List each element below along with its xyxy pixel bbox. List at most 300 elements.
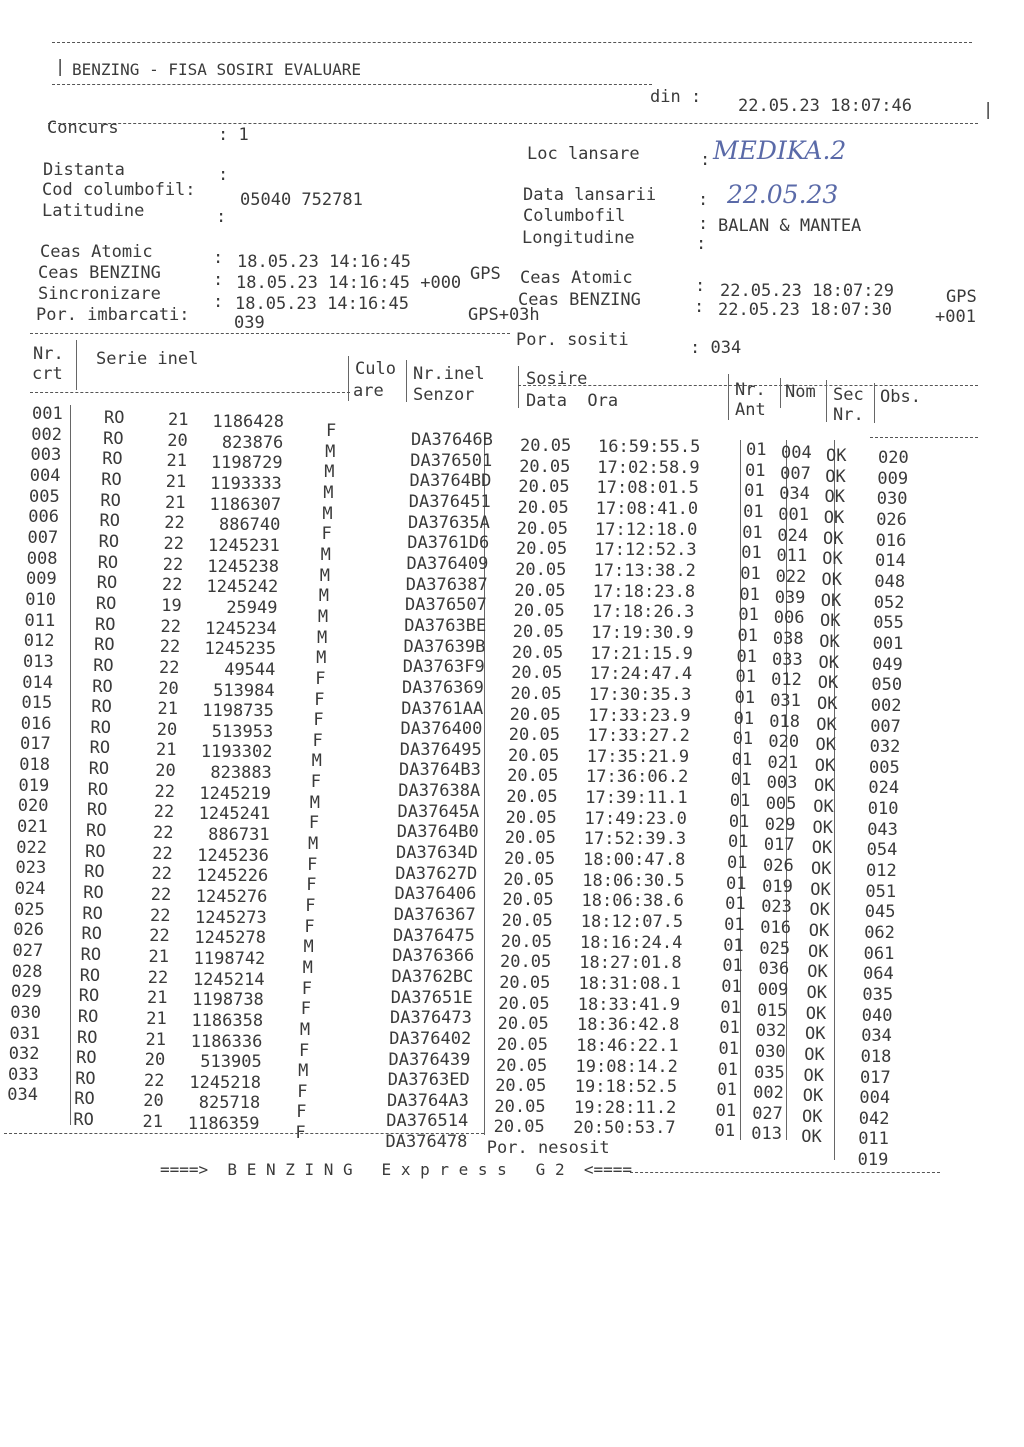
bottom-rule bbox=[4, 1133, 484, 1134]
cell-tara: RO bbox=[94, 635, 115, 656]
cell-serie: 1245242 bbox=[206, 577, 279, 598]
cell-data: 20.05 bbox=[508, 725, 560, 746]
cell-crt: 004 bbox=[29, 465, 61, 486]
cell-serie: 886740 bbox=[218, 515, 281, 536]
cell-ant: 01 bbox=[717, 1059, 738, 1080]
cell-sex: M bbox=[320, 544, 331, 565]
cell-obs: 030 bbox=[876, 489, 908, 510]
col-obs: Obs. bbox=[880, 387, 921, 407]
cell-ora: 17:12:52.3 bbox=[594, 540, 697, 561]
cell-an: 22 bbox=[162, 575, 183, 596]
col-divider-5 bbox=[728, 374, 729, 420]
cell-ant: 01 bbox=[726, 873, 747, 894]
cell-ant: 01 bbox=[721, 976, 742, 997]
cell-tara: RO bbox=[86, 800, 108, 821]
cell-crt: 032 bbox=[8, 1044, 40, 1065]
cell-an: 22 bbox=[149, 926, 170, 947]
ceas-benzing2-value: 22.05.23 18:07:30 bbox=[718, 300, 892, 320]
cell-serie: 1193302 bbox=[200, 742, 273, 763]
cell-sex: F bbox=[312, 730, 323, 751]
cell-data: 20.05 bbox=[500, 931, 552, 952]
cell-an: 21 bbox=[166, 451, 187, 472]
cell-nom: 036 bbox=[758, 959, 790, 980]
cell-senzor: DA376400 bbox=[400, 719, 483, 740]
cell-data: 20.05 bbox=[504, 828, 556, 849]
cell-ant: 01 bbox=[742, 522, 763, 543]
col-nom: Nom bbox=[785, 382, 816, 402]
cell-an: 22 bbox=[162, 554, 184, 575]
cell-ora: 17:08:01.5 bbox=[596, 478, 699, 499]
cell-data: 20.05 bbox=[498, 993, 550, 1014]
cell-senzor: DA376451 bbox=[408, 491, 491, 512]
columbofil-value: BALAN & MANTEA bbox=[718, 216, 862, 236]
col-nr-ant-2: Ant bbox=[735, 400, 766, 420]
cell-senzor: DA3764A3 bbox=[387, 1090, 469, 1111]
cell-data: 20.05 bbox=[502, 890, 554, 911]
cell-tara: RO bbox=[87, 779, 109, 800]
ceas-atomic2-label: Ceas Atomic bbox=[520, 268, 633, 288]
cell-sec: OK bbox=[802, 1106, 823, 1127]
cell-data: 20.05 bbox=[500, 952, 552, 973]
cell-data: 20.05 bbox=[504, 849, 556, 869]
cell-sec: OK bbox=[820, 611, 841, 632]
cell-tara: RO bbox=[79, 965, 101, 986]
cell-data: 20.05 bbox=[510, 683, 562, 704]
cell-tara: RO bbox=[91, 697, 112, 718]
cell-an: 21 bbox=[168, 410, 189, 430]
cell-ora: 18:16:24.4 bbox=[580, 932, 683, 953]
col-divider-7 bbox=[826, 380, 827, 422]
cell-ora: 17:12:18.0 bbox=[595, 519, 698, 540]
cell-crt: 020 bbox=[17, 796, 49, 817]
ceas-benzing2-colon: : bbox=[694, 297, 705, 317]
loc-label: Loc lansare bbox=[527, 144, 640, 164]
cell-ant: 01 bbox=[732, 729, 754, 750]
data-lansarii-handwritten: 22.05.23 bbox=[727, 180, 839, 209]
cell-data: 20.05 bbox=[495, 1076, 547, 1097]
cell-data: 20.05 bbox=[496, 1055, 548, 1076]
cell-sex: F bbox=[299, 1040, 310, 1061]
col-nr: Nr. bbox=[33, 344, 64, 364]
cell-nom: 012 bbox=[771, 670, 802, 691]
loc-colon: : bbox=[700, 150, 711, 170]
cell-an: 22 bbox=[147, 967, 169, 988]
cell-ora: 17:49:23.0 bbox=[584, 808, 687, 829]
cell-tara: RO bbox=[97, 552, 119, 573]
cell-ora: 18:31:08.1 bbox=[578, 973, 681, 994]
cell-nom: 019 bbox=[762, 876, 793, 897]
cell-an: 21 bbox=[146, 1008, 167, 1029]
cell-crt: 021 bbox=[17, 817, 48, 837]
cell-serie: 1245278 bbox=[194, 928, 266, 949]
cell-sec: OK bbox=[818, 652, 839, 673]
cell-crt: 029 bbox=[11, 982, 42, 1003]
cell-crt: 024 bbox=[14, 879, 46, 899]
cell-sex: M bbox=[298, 1061, 309, 1082]
cell-obs: 048 bbox=[874, 571, 906, 592]
cell-serie: 825718 bbox=[198, 1093, 261, 1114]
cell-data: 20.05 bbox=[516, 518, 568, 539]
col-senzor: Senzor bbox=[413, 385, 475, 405]
col-culo: Culo bbox=[355, 359, 396, 379]
cell-sex: F bbox=[295, 1123, 306, 1144]
din-value: 22.05.23 18:07:46 bbox=[738, 96, 912, 116]
cell-tara: RO bbox=[77, 1006, 99, 1027]
cell-sec: OK bbox=[826, 446, 847, 466]
cell-ora: 18:06:38.6 bbox=[581, 891, 684, 912]
cell-ora: 18:12:07.5 bbox=[580, 912, 684, 932]
cell-serie: 1245214 bbox=[192, 969, 265, 990]
cell-obs: 007 bbox=[870, 716, 901, 737]
cell-an: 22 bbox=[150, 905, 171, 926]
cell-ant: 01 bbox=[716, 1080, 737, 1101]
cell-nom: 035 bbox=[754, 1062, 785, 1083]
data-lansarii-colon: : bbox=[698, 190, 709, 210]
cell-tara: RO bbox=[96, 573, 118, 594]
loc-value-handwritten: MEDIKA.2 bbox=[713, 136, 847, 165]
cell-serie: 1245218 bbox=[189, 1072, 261, 1093]
cell-serie: 1198742 bbox=[193, 948, 266, 969]
cell-serie: 886731 bbox=[208, 825, 270, 845]
cell-data: 20.05 bbox=[506, 787, 558, 807]
cell-senzor: DA3764BD bbox=[409, 471, 492, 492]
cell-an: 20 bbox=[155, 761, 176, 781]
cell-senzor: DA376369 bbox=[402, 677, 484, 698]
cell-senzor: DA37638A bbox=[398, 781, 481, 801]
cell-an: 22 bbox=[154, 781, 175, 802]
latitudine-label: Latitudine bbox=[42, 201, 145, 221]
ceas-atomic2-colon: : bbox=[695, 276, 706, 296]
cell-sec: OK bbox=[817, 693, 838, 714]
cell-tara: RO bbox=[93, 655, 114, 676]
cell-nom: 015 bbox=[756, 1000, 788, 1021]
cell-obs: 011 bbox=[858, 1129, 889, 1150]
din-label: din : bbox=[650, 87, 702, 107]
cell-crt: 002 bbox=[31, 424, 63, 445]
cell-nom: 021 bbox=[767, 752, 799, 773]
cell-data: 20.05 bbox=[519, 456, 571, 477]
cell-nom: 039 bbox=[774, 587, 806, 608]
cell-an: 21 bbox=[165, 492, 186, 513]
cell-sex: M bbox=[322, 503, 333, 524]
cell-ora: 17:52:39.3 bbox=[583, 829, 687, 850]
cell-senzor: DA37646B bbox=[411, 430, 493, 450]
ceas-benzing-label: Ceas BENZING bbox=[38, 263, 161, 283]
cell-obs: 062 bbox=[864, 923, 895, 943]
cell-data: 20.05 bbox=[517, 497, 569, 518]
cell-obs: 032 bbox=[869, 737, 901, 758]
cell-data: 20.05 bbox=[496, 1034, 548, 1055]
cell-serie: 1193333 bbox=[210, 473, 282, 494]
cell-obs: 040 bbox=[861, 1005, 893, 1026]
cell-sex: M bbox=[299, 1019, 311, 1040]
cell-sec: OK bbox=[822, 549, 843, 570]
cell-ora: 17:33:27.2 bbox=[587, 726, 690, 747]
cell-sec: OK bbox=[823, 528, 844, 549]
cell-sex: F bbox=[313, 710, 324, 731]
cell-sec: OK bbox=[805, 1003, 827, 1024]
cell-an: 21 bbox=[165, 471, 187, 492]
cell-ora: 19:28:11.2 bbox=[574, 1097, 677, 1118]
cell-crt: 022 bbox=[16, 837, 48, 858]
cell-sex: M bbox=[303, 937, 314, 958]
cell-nom: 011 bbox=[776, 546, 808, 567]
cell-data: 20.05 bbox=[505, 807, 557, 828]
cell-data: 20.05 bbox=[514, 580, 566, 601]
cell-senzor: DA376475 bbox=[393, 925, 475, 946]
cell-senzor: DA376367 bbox=[393, 905, 476, 925]
cell-sec: OK bbox=[825, 466, 846, 487]
cell-ora: 17:18:23.8 bbox=[592, 581, 696, 602]
cell-senzor: DA37635A bbox=[408, 512, 490, 533]
ceas-atomic2-value: 22.05.23 18:07:29 bbox=[720, 281, 894, 301]
ceas-benzing-colon: : bbox=[213, 270, 224, 290]
por-sositi-value: : 034 bbox=[690, 338, 742, 358]
cell-data: 20.05 bbox=[503, 869, 555, 890]
cell-obs: 052 bbox=[873, 592, 905, 613]
cell-ora: 18:36:42.8 bbox=[577, 1015, 680, 1036]
data-lansarii-label: Data lansarii bbox=[523, 185, 657, 205]
cell-an: 21 bbox=[145, 1029, 166, 1050]
cell-obs: 061 bbox=[863, 943, 895, 964]
cell-sec: OK bbox=[808, 921, 830, 941]
cell-tara: RO bbox=[75, 1068, 96, 1089]
cell-sec: OK bbox=[814, 776, 835, 797]
cell-crt: 013 bbox=[23, 651, 54, 672]
cell-senzor: DA3763ED bbox=[387, 1070, 470, 1091]
cell-senzor: DA376495 bbox=[399, 739, 482, 760]
cell-sex: M bbox=[317, 606, 329, 627]
cell-data: Por. nesosit bbox=[486, 1138, 610, 1159]
columbofil-colon: : bbox=[698, 214, 709, 234]
cell-sec: OK bbox=[816, 714, 837, 735]
cell-ora: 17:35:21.9 bbox=[586, 746, 690, 767]
cell-sex: F bbox=[305, 896, 316, 916]
cell-ora: 17:13:38.2 bbox=[593, 560, 696, 581]
cell-an: 21 bbox=[157, 699, 178, 720]
cell-obs: 020 bbox=[878, 448, 909, 468]
cell-data: 20.05 bbox=[515, 559, 567, 580]
cell-an: 22 bbox=[160, 616, 181, 637]
cell-tara: RO bbox=[85, 841, 106, 862]
cell-obs: 019 bbox=[857, 1150, 889, 1171]
cell-crt: 010 bbox=[25, 589, 57, 610]
cell-nom: 004 bbox=[781, 443, 812, 463]
cell-data: 20.05 bbox=[493, 1117, 545, 1138]
cell-crt: 011 bbox=[24, 610, 56, 631]
cell-crt: 009 bbox=[26, 569, 57, 590]
cell-ant: 01 bbox=[738, 605, 759, 626]
cell-sec: OK bbox=[811, 838, 833, 859]
cell-senzor: DA37627D bbox=[395, 863, 478, 884]
cell-sec: OK bbox=[824, 487, 845, 508]
cell-nom: 025 bbox=[759, 938, 791, 959]
cell-serie: 49544 bbox=[224, 659, 276, 680]
cod-value: 05040 752781 bbox=[240, 190, 363, 210]
ceas-atomic-colon: : bbox=[213, 248, 224, 268]
cell-nom: 005 bbox=[765, 794, 797, 814]
ceas-atomic-value: 18.05.23 14:16:45 bbox=[237, 252, 411, 272]
cell-nom: 017 bbox=[763, 835, 795, 856]
cell-sex: M bbox=[308, 834, 319, 854]
col-divider-6 bbox=[780, 378, 781, 408]
sincronizare-colon: : bbox=[213, 292, 224, 312]
cell-crt: 001 bbox=[32, 404, 63, 424]
cell-sec: OK bbox=[810, 879, 831, 900]
cell-ora: 19:08:14.2 bbox=[575, 1056, 678, 1077]
col-are: are bbox=[353, 381, 384, 401]
cell-data: 20.05 bbox=[507, 766, 559, 787]
cell-an: 22 bbox=[153, 802, 175, 823]
cell-sec: OK bbox=[801, 1127, 822, 1148]
cell-data: 20.05 bbox=[518, 477, 570, 498]
cell-senzor: DA3764B3 bbox=[399, 760, 481, 781]
cell-serie: 823883 bbox=[210, 763, 272, 783]
cell-obs: 050 bbox=[871, 675, 903, 696]
cell-an: 21 bbox=[148, 946, 169, 967]
cell-nom: 006 bbox=[773, 608, 805, 629]
cell-sec: OK bbox=[802, 1086, 824, 1107]
cell-sec: OK bbox=[813, 797, 834, 817]
cell-ora: 20:50:53.7 bbox=[573, 1118, 676, 1139]
cell-sec: OK bbox=[820, 590, 842, 611]
cell-ora: 17:39:11.1 bbox=[585, 788, 688, 808]
cell-senzor: DA376387 bbox=[405, 574, 488, 595]
cell-serie: 1245236 bbox=[197, 845, 269, 866]
cell-serie: 513905 bbox=[200, 1052, 262, 1073]
cell-tara: RO bbox=[88, 759, 110, 779]
cell-ant: 01 bbox=[722, 956, 743, 977]
cell-serie: 1245235 bbox=[204, 639, 277, 660]
cell-an: 22 bbox=[164, 513, 185, 534]
cell-ora: 17:24:47.4 bbox=[589, 664, 693, 685]
cell-sec: OK bbox=[804, 1044, 825, 1065]
cell-sex: F bbox=[306, 875, 317, 896]
cell-obs: 017 bbox=[860, 1067, 891, 1088]
cell-nom: 013 bbox=[751, 1124, 783, 1145]
cell-an: 20 bbox=[144, 1050, 166, 1071]
cell-sex: F bbox=[296, 1102, 307, 1123]
cell-ora: 17:02:58.9 bbox=[597, 457, 700, 478]
cell-ant: 01 bbox=[725, 894, 746, 915]
cell-senzor: DA37634D bbox=[396, 843, 478, 863]
cell-senzor: DA376409 bbox=[406, 553, 489, 574]
cell-nom: 001 bbox=[778, 504, 810, 525]
cell-serie: 1198729 bbox=[210, 453, 283, 474]
gps-label-2: GPS+03h bbox=[468, 305, 540, 325]
cell-sex: M bbox=[309, 792, 321, 813]
cell-nom: 020 bbox=[768, 732, 800, 753]
ceas-atomic-label: Ceas Atomic bbox=[40, 242, 153, 262]
cell-nom: 038 bbox=[772, 628, 804, 649]
cell-nom: 007 bbox=[780, 463, 811, 484]
cell-an: 22 bbox=[163, 533, 184, 554]
cell-senzor: DA37651E bbox=[390, 987, 473, 1008]
cell-sex: M bbox=[317, 627, 328, 648]
cell-obs: 001 bbox=[872, 633, 904, 654]
cell-an: 22 bbox=[152, 843, 173, 864]
cell-sec: OK bbox=[821, 569, 842, 590]
table-top-rule bbox=[30, 333, 510, 334]
concurs-label: Concurs bbox=[47, 118, 119, 138]
cell-ant: 01 bbox=[724, 915, 745, 935]
cell-senzor: DA3761D6 bbox=[407, 533, 490, 554]
cell-ant: 01 bbox=[720, 997, 741, 1018]
cell-ant: 01 bbox=[730, 770, 752, 791]
cell-tara: RO bbox=[82, 903, 103, 924]
cell-an: 20 bbox=[158, 678, 179, 699]
cell-nom: 030 bbox=[754, 1041, 786, 1062]
cell-crt: 025 bbox=[14, 899, 45, 920]
obs-rule bbox=[870, 437, 978, 438]
cell-sex: F bbox=[300, 999, 312, 1020]
cell-crt: 027 bbox=[12, 940, 44, 961]
cell-senzor: DA3762BC bbox=[391, 966, 474, 987]
cell-ant: 01 bbox=[739, 584, 760, 605]
cell-ant: 01 bbox=[727, 853, 748, 873]
header-bar-right: | bbox=[983, 100, 994, 120]
cell-serie: 1186359 bbox=[187, 1114, 260, 1135]
cell-crt: 031 bbox=[9, 1023, 41, 1044]
header-bar-left: | bbox=[55, 57, 66, 77]
cell-serie: 1245238 bbox=[207, 556, 279, 577]
cell-serie: 1198738 bbox=[192, 990, 264, 1011]
cell-nom: 023 bbox=[761, 897, 792, 918]
col-serie: Serie inel bbox=[96, 349, 199, 369]
cell-senzor: DA376514 bbox=[386, 1111, 469, 1132]
cell-serie: 1245234 bbox=[205, 618, 277, 639]
por-imbarcati-label: Por. imbarcati: bbox=[36, 305, 190, 325]
cell-crt: 007 bbox=[27, 527, 59, 548]
cell-tara: RO bbox=[95, 593, 117, 614]
cell-senzor: DA37645A bbox=[397, 801, 480, 822]
cell-ant: 01 bbox=[746, 440, 767, 460]
cell-nom: 022 bbox=[775, 566, 807, 587]
cell-sec: OK bbox=[809, 900, 830, 921]
cell-obs: 045 bbox=[864, 902, 896, 923]
cell-nom: 027 bbox=[752, 1103, 783, 1124]
cell-ant: 01 bbox=[718, 1038, 739, 1059]
cell-serie: 1186358 bbox=[191, 1010, 264, 1031]
cell-data: 20.05 bbox=[499, 972, 551, 993]
cell-serie: 1245231 bbox=[208, 535, 280, 556]
cell-sex: F bbox=[304, 916, 315, 937]
cell-tara: RO bbox=[98, 531, 120, 552]
cell-obs: 034 bbox=[861, 1026, 892, 1047]
cell-serie: 1198735 bbox=[202, 701, 274, 722]
cell-tara: RO bbox=[83, 883, 104, 903]
cell-ora: 18:27:01.8 bbox=[579, 953, 682, 974]
cell-nom: 032 bbox=[755, 1021, 787, 1042]
cell-crt: 023 bbox=[15, 858, 47, 879]
cell-sex: F bbox=[326, 421, 337, 441]
cell-sex: M bbox=[323, 482, 334, 503]
col-sosire: Sosire bbox=[526, 369, 588, 389]
cell-an: 19 bbox=[161, 595, 182, 616]
cell-tara: RO bbox=[74, 1089, 95, 1110]
cell-tara: RO bbox=[73, 1110, 94, 1131]
cell-an: 22 bbox=[151, 864, 172, 885]
cell-ant: 01 bbox=[736, 646, 757, 667]
distanta-colon: : bbox=[218, 165, 229, 185]
cell-sec: OK bbox=[814, 755, 836, 776]
cell-tara: RO bbox=[78, 986, 100, 1007]
cell-tara: RO bbox=[92, 676, 113, 697]
cell-crt: 026 bbox=[13, 920, 45, 941]
cell-sex: M bbox=[302, 957, 313, 978]
cell-sec: OK bbox=[819, 631, 840, 652]
cell-serie: 25949 bbox=[226, 597, 278, 618]
